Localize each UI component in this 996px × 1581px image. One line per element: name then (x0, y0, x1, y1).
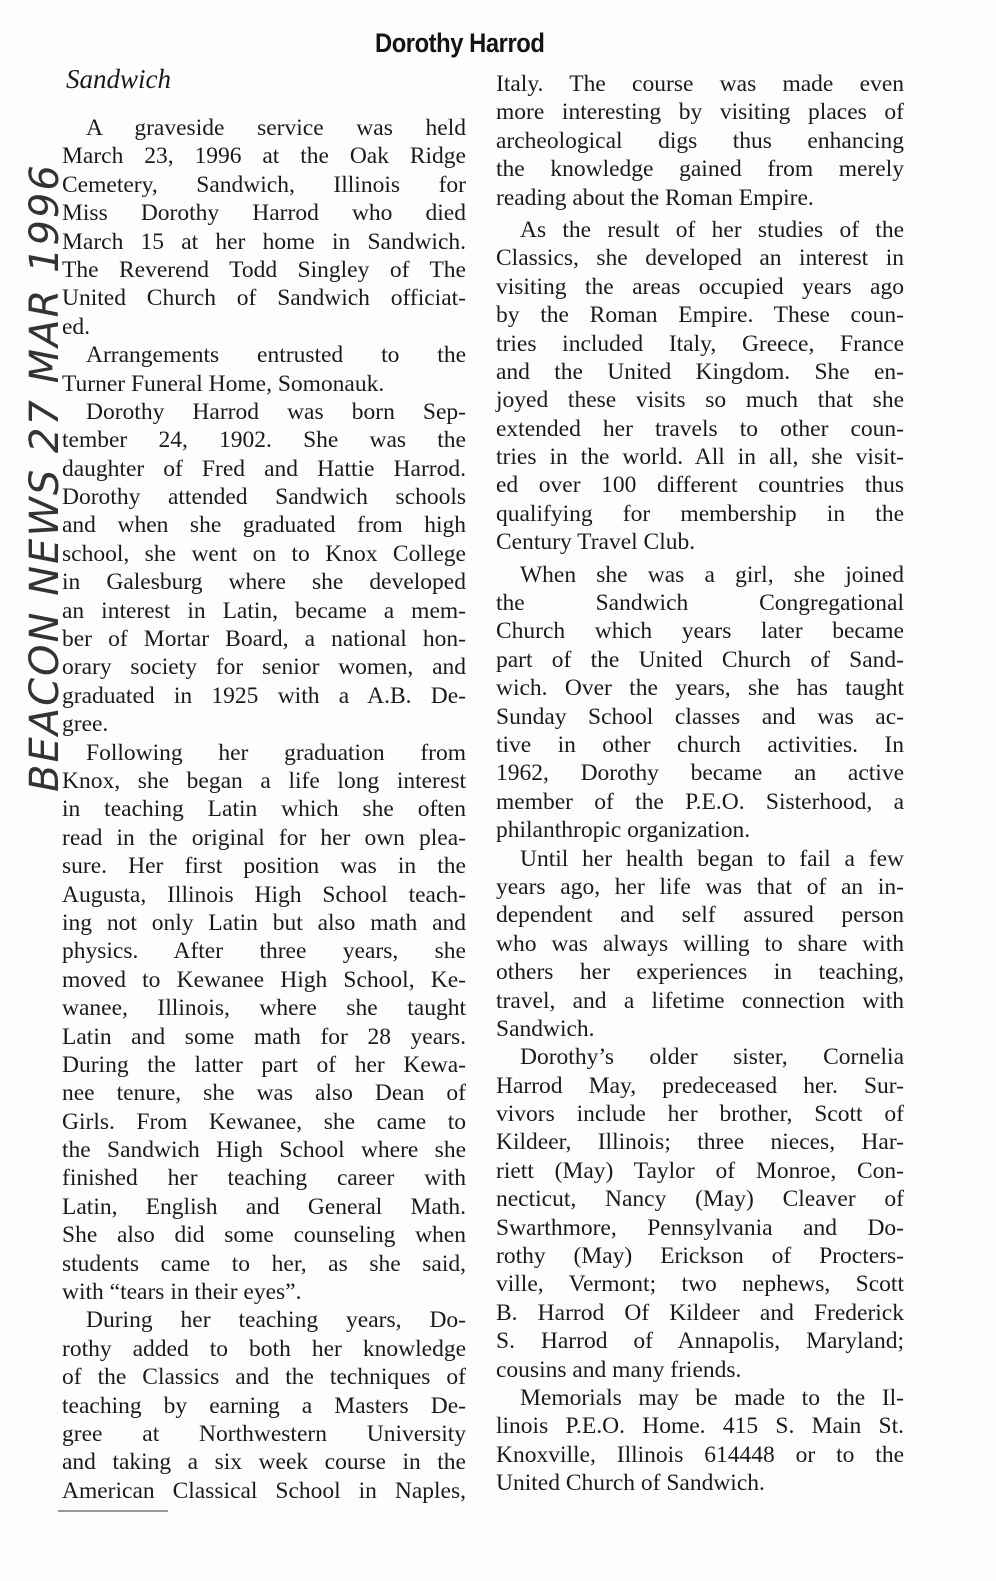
text-line: teaching by earning a Masters De- (62, 1392, 466, 1419)
text-line: Turner Funeral Home, Somonauk. (62, 370, 385, 397)
text-line: Swarthmore, Pennsylvania and Do- (496, 1214, 904, 1241)
text-line: Kildeer, Illinois; three nieces, Har- (496, 1129, 904, 1156)
text-line: joyed these visits so much that she (496, 387, 904, 414)
text-line: in Galesburg where she developed (62, 569, 466, 596)
text-line: tries included Italy, Greece, France (496, 330, 904, 357)
text-line: nee tenure, she was also Dean of (62, 1080, 466, 1107)
text-line: and the United Kingdom. She en- (496, 358, 904, 385)
text-line: of the Classics and the techniques of (62, 1364, 466, 1391)
text-line: philanthropic organization. (496, 817, 751, 844)
text-line: March 23, 1996 at the Oak Ridge (62, 143, 466, 170)
text-line: with “tears in their eyes”. (62, 1279, 302, 1306)
text-line: necticut, Nancy (May) Cleaver of (496, 1186, 904, 1213)
left-column (62, 114, 466, 1505)
text-line: B. Harrod Of Kildeer and Frederick (496, 1299, 904, 1326)
text-line: qualifying for membership in the (496, 500, 904, 527)
text-line: ing not only Latin but also math and (62, 909, 466, 936)
text-line: During her teaching years, Do- (86, 1307, 466, 1334)
text-line: Sandwich. (496, 1015, 595, 1042)
text-line: Latin, English and General Math. (62, 1193, 466, 1220)
text-line: Girls. From Kewanee, she came to (62, 1108, 466, 1135)
text-line: and when she graduated from high (62, 512, 466, 539)
text-line: part of the United Church of Sand- (496, 646, 904, 673)
text-line: Knox, she began a life long interest (62, 767, 466, 794)
text-line: tive in other church activities. In (496, 731, 904, 758)
text-line: wanee, Illinois, where she taught (62, 995, 466, 1022)
text-line: and taking a six week course in the (62, 1449, 466, 1476)
text-line: American Classical School in Naples, (62, 1477, 466, 1504)
text-line: sure. Her first position was in the (62, 853, 466, 880)
text-line: ed. (62, 313, 91, 340)
text-line: Dorothy’s older sister, Cornelia (520, 1044, 904, 1071)
text-line: daughter of Fred and Hattie Harrod. (62, 455, 466, 482)
text-line: physics. After three years, she (62, 938, 466, 965)
text-line: gree. (62, 711, 109, 738)
text-line: Classics, she developed an interest in (496, 245, 904, 272)
text-line: read in the original for her own plea- (62, 824, 466, 851)
text-line: Arrangements entrusted to the (86, 342, 466, 369)
text-line: The Reverend Todd Singley of The (62, 256, 466, 283)
text-line: the knowledge gained from merely (496, 156, 904, 183)
text-line: Augusta, Illinois High School teach- (62, 881, 466, 908)
text-line: When she was a girl, she joined (520, 561, 904, 588)
text-line: tries in the world. All in all, she visit- (496, 444, 904, 471)
text-line: travel, and a lifetime connection with (496, 987, 904, 1014)
text-line: extended her travels to other coun- (496, 415, 904, 442)
handwritten-note-text: BEACON NEWS 27 MAR 1996 (22, 163, 68, 792)
text-line: Cemetery, Sandwich, Illinois for (62, 171, 466, 198)
text-line: Church which years later became (496, 618, 904, 645)
text-line: Dorothy attended Sandwich schools (62, 484, 466, 511)
text-line: Century Travel Club. (496, 529, 696, 556)
text-line: Dorothy Harrod was born Sep- (86, 398, 466, 425)
text-line: who was always willing to share with (496, 930, 904, 957)
text-line: visiting the areas occupied years ago (496, 273, 904, 300)
text-line: finished her teaching career with (62, 1165, 466, 1192)
text-line: United Church of Sandwich officiat- (62, 285, 466, 312)
obituary-headline: Dorothy Harrod (375, 28, 545, 58)
text-line: wich. Over the years, she has taught (496, 675, 904, 702)
text-line: ville, Vermont; two nephews, Scott (496, 1271, 904, 1298)
text-line: Memorials may be made to the Il- (520, 1384, 904, 1411)
text-line: She also did some counseling when (62, 1222, 466, 1249)
text-line: ed over 100 different countries thus (496, 472, 904, 499)
text-line: Knoxville, Illinois 614448 or to the (496, 1441, 904, 1468)
text-line: tember 24, 1902. She was the (62, 427, 466, 454)
right-column (496, 70, 904, 1498)
text-line: vivors include her brother, Scott of (496, 1101, 904, 1128)
text-line: During the latter part of her Kewa- (62, 1051, 466, 1078)
text-line: graduated in 1925 with a A.B. De- (62, 682, 466, 709)
text-line: 1962, Dorothy became an active (496, 760, 904, 787)
text-line: member of the P.E.O. Sisterhood, a (496, 788, 904, 815)
text-line: United Church of Sandwich. (496, 1470, 765, 1497)
text-line: reading about the Roman Empire. (496, 184, 814, 211)
text-line: dependent and self assured person (496, 902, 904, 929)
text-line: Latin and some math for 28 years. (62, 1023, 466, 1050)
text-line: gree at Northwestern University (62, 1420, 466, 1447)
text-line: by the Roman Empire. These coun- (496, 302, 904, 329)
text-line: March 15 at her home in Sandwich. (62, 228, 466, 255)
text-line: Italy. The course was made even (496, 71, 904, 97)
text-line: in teaching Latin which she often (62, 796, 466, 823)
text-line: others her experiences in teaching, (496, 959, 904, 986)
text-line: archeological digs thus enhancing (496, 127, 904, 154)
text-line: riett (May) Taylor of Monroe, Con- (496, 1157, 904, 1184)
text-line: A graveside service was held (86, 115, 466, 141)
text-line: Miss Dorothy Harrod who died (62, 200, 466, 227)
text-line: more interesting by visiting places of (496, 99, 904, 126)
text-line: rothy (May) Erickson of Procters- (496, 1243, 904, 1270)
text-line: Following her graduation from (86, 739, 466, 766)
text-line: students came to her, as she said, (62, 1250, 466, 1277)
text-line: moved to Kewanee High School, Ke- (62, 966, 466, 993)
text-line: orary society for senior women, and (62, 654, 466, 681)
text-line: school, she went on to Knox College (62, 540, 466, 567)
text-line: As the result of her studies of the (520, 216, 904, 243)
text-line: rothy added to both her knowledge (62, 1335, 466, 1362)
text-line: Harrod May, predeceased her. Sur- (496, 1072, 904, 1099)
text-line: an interest in Latin, became a mem- (62, 597, 466, 624)
text-line: S. Harrod of Annapolis, Maryland; (496, 1328, 904, 1355)
text-line: the Sandwich High School where she (62, 1137, 466, 1164)
text-line: Until her health began to fail a few (520, 845, 904, 872)
pencil-underline (58, 1510, 168, 1512)
text-line: cousins and many friends. (496, 1356, 742, 1383)
text-line: linois P.E.O. Home. 415 S. Main St. (496, 1413, 904, 1440)
text-line: the Sandwich Congregational (496, 590, 904, 617)
text-line: years ago, her life was that of an in- (496, 873, 904, 900)
text-line: Sunday School classes and was ac- (496, 703, 904, 730)
text-line: ber of Mortar Board, a national hon- (62, 626, 466, 653)
dateline: Sandwich (66, 64, 171, 94)
